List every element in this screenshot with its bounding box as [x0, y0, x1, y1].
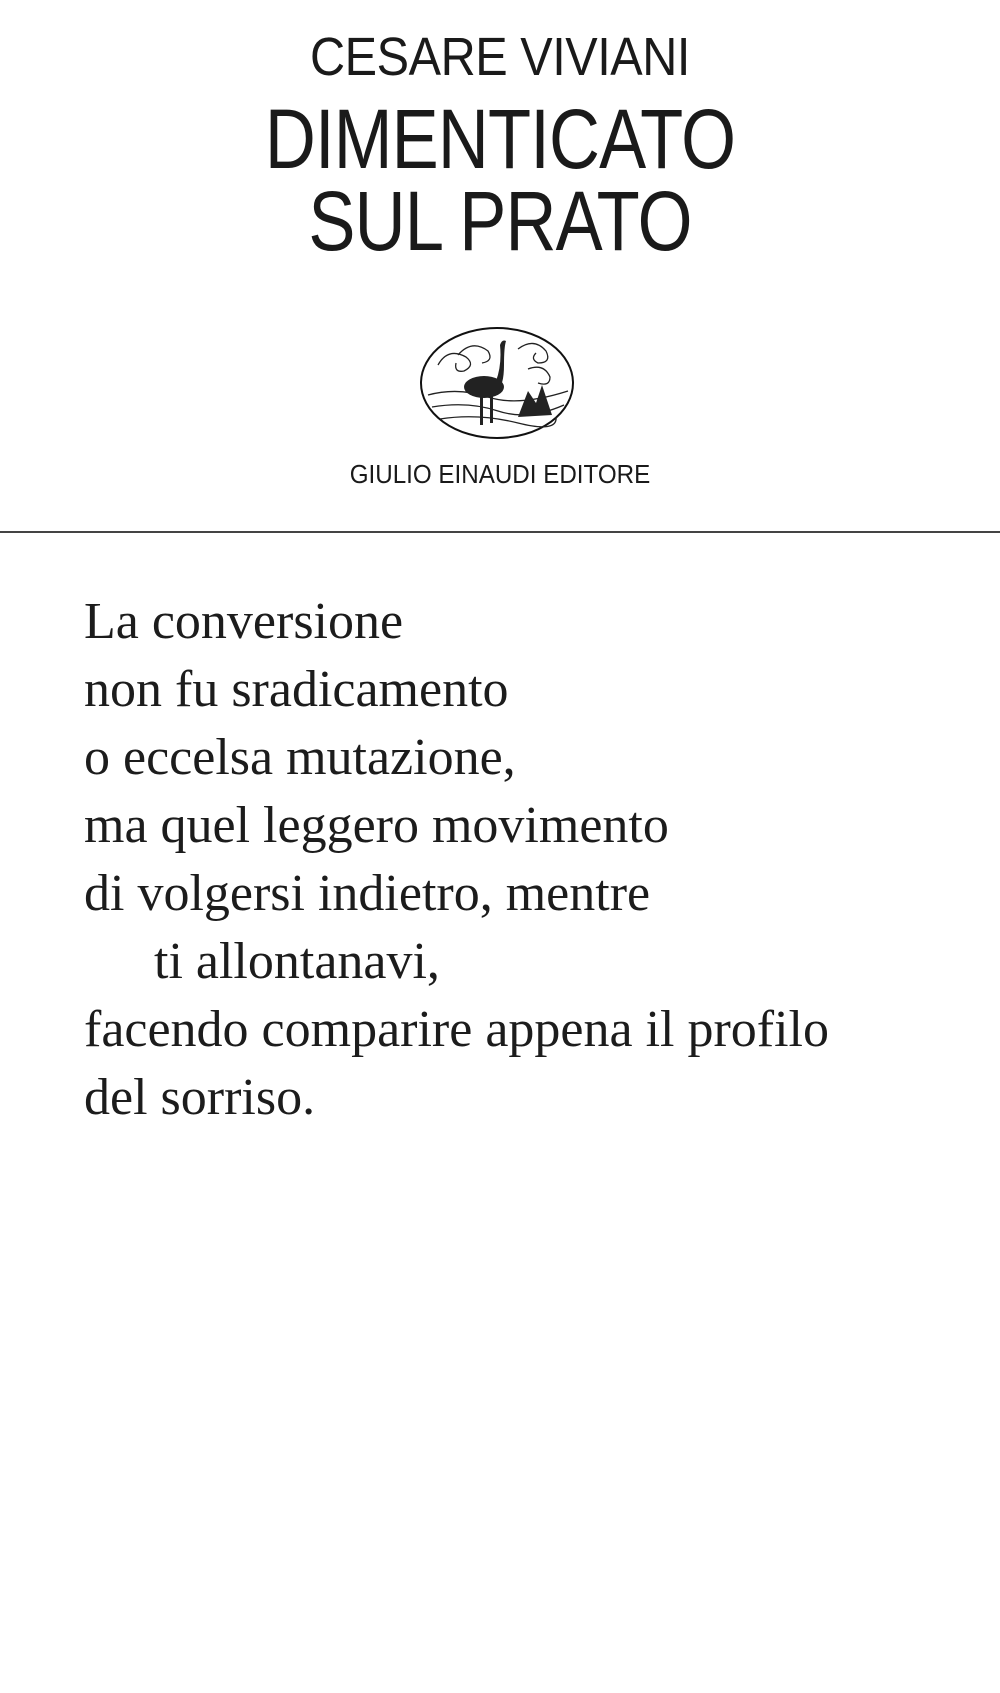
title-line-1: DIMENTICATO	[264, 92, 736, 186]
publisher-name: GIULIO EINAUDI EDITORE	[349, 459, 651, 489]
author-name: CESARE VIVIANI	[310, 27, 690, 87]
poem-line: ma quel leggero movimento	[84, 797, 669, 854]
poem-line: non fu sradicamento	[84, 661, 509, 718]
poem-line: facendo comparire appena il profilo	[84, 1001, 829, 1058]
title-line-2: SUL PRATO	[308, 174, 692, 268]
einaudi-ostrich-logo-icon	[418, 325, 576, 441]
book-title	[80, 92, 920, 268]
poem-line: di volgersi indietro, mentre	[84, 865, 651, 922]
poem-line: o eccelsa mutazione,	[84, 729, 516, 786]
divider	[0, 531, 1000, 533]
poem-text	[84, 588, 829, 1132]
poem-line: del sorriso.	[84, 1069, 316, 1126]
poem-line: ti allontanavi,	[154, 933, 440, 990]
poem-line: La conversione	[84, 593, 404, 650]
